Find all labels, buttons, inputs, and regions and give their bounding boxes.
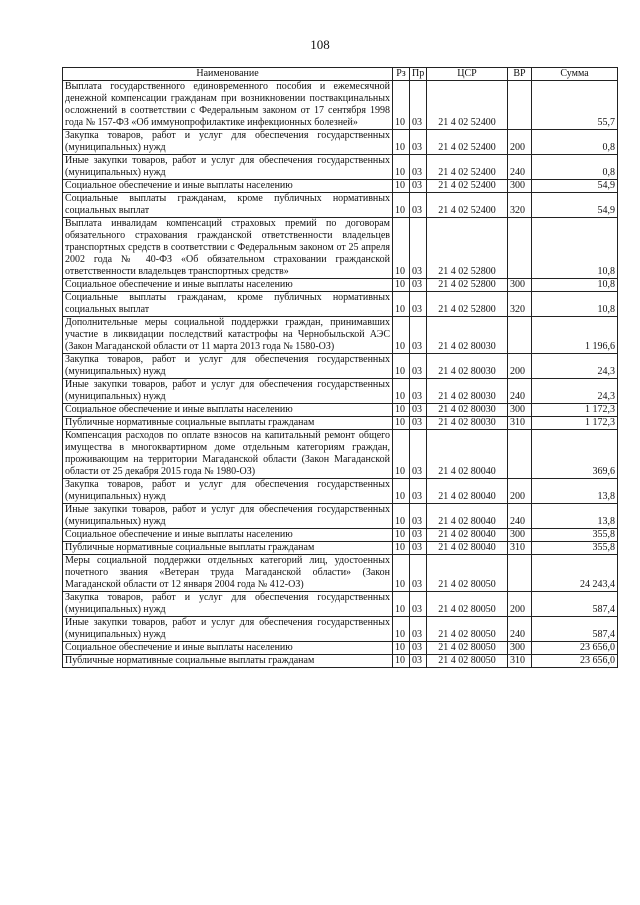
row-csr-cell: 21 4 02 80040 bbox=[427, 529, 508, 542]
row-csr-cell: 21 4 02 80030 bbox=[427, 404, 508, 417]
row-vr-cell bbox=[508, 430, 532, 479]
row-pr-cell: 03 bbox=[410, 279, 427, 292]
row-csr-cell: 21 4 02 80030 bbox=[427, 417, 508, 430]
row-pr-cell: 03 bbox=[410, 354, 427, 379]
row-name-cell: Иные закупки товаров, работ и услуг для обеспечения государственных (муниципальных) нужд bbox=[63, 504, 393, 529]
row-rz-cell: 10 bbox=[393, 218, 410, 279]
row-rz-cell: 10 bbox=[393, 354, 410, 379]
row-pr-cell: 03 bbox=[410, 504, 427, 529]
row-amount-cell: 0,8 bbox=[532, 155, 618, 180]
row-name-cell: Социальные выплаты гражданам, кроме публичных нормативных социальных выплат bbox=[63, 193, 393, 218]
table-row bbox=[63, 193, 618, 218]
table-row bbox=[63, 555, 618, 592]
row-amount-cell: 23 656,0 bbox=[532, 642, 618, 655]
row-pr-cell: 03 bbox=[410, 542, 427, 555]
row-amount-cell: 355,8 bbox=[532, 529, 618, 542]
table-row bbox=[63, 430, 618, 479]
row-pr-cell: 03 bbox=[410, 130, 427, 155]
table-row bbox=[63, 317, 618, 354]
row-rz-cell: 10 bbox=[393, 292, 410, 317]
row-pr-cell: 03 bbox=[410, 617, 427, 642]
row-csr-cell: 21 4 02 80040 bbox=[427, 430, 508, 479]
row-name-cell: Закупка товаров, работ и услуг для обеспечения государственных (муниципальных) нужд bbox=[63, 354, 393, 379]
row-rz-cell: 10 bbox=[393, 504, 410, 529]
row-vr-cell: 310 bbox=[508, 655, 532, 668]
row-amount-cell: 1 172,3 bbox=[532, 417, 618, 430]
row-vr-cell: 240 bbox=[508, 155, 532, 180]
page-number: 108 bbox=[310, 37, 330, 52]
table-row bbox=[63, 180, 618, 193]
row-name-cell: Меры социальной поддержки отдельных категорий лиц, удостоенных почетного звания «Ветеран труда Магаданской области» (Закон Магаданской области от 12 января 2004 года № 412-ОЗ) bbox=[63, 555, 393, 592]
row-csr-cell: 21 4 02 80040 bbox=[427, 542, 508, 555]
row-vr-cell: 200 bbox=[508, 592, 532, 617]
row-vr-cell: 300 bbox=[508, 180, 532, 193]
row-rz-cell: 10 bbox=[393, 479, 410, 504]
header-csr: ЦСР bbox=[427, 68, 508, 81]
row-csr-cell: 21 4 02 52400 bbox=[427, 130, 508, 155]
row-csr-cell: 21 4 02 80040 bbox=[427, 479, 508, 504]
table-row bbox=[63, 130, 618, 155]
row-rz-cell: 10 bbox=[393, 81, 410, 130]
row-csr-cell: 21 4 02 52800 bbox=[427, 292, 508, 317]
row-name-cell: Иные закупки товаров, работ и услуг для обеспечения государственных (муниципальных) нужд bbox=[63, 379, 393, 404]
row-name-cell: Иные закупки товаров, работ и услуг для обеспечения государственных (муниципальных) нужд bbox=[63, 617, 393, 642]
row-csr-cell: 21 4 02 80050 bbox=[427, 655, 508, 668]
table-row bbox=[63, 417, 618, 430]
row-vr-cell: 320 bbox=[508, 292, 532, 317]
row-rz-cell: 10 bbox=[393, 130, 410, 155]
row-name-cell: Компенсация расходов по оплате взносов на капитальный ремонт общего имущества в многоквартирном доме отдельным категориям граждан, проживающим на территории Магаданской области (Закон Магаданской области от 25 декабря 2015 года № 1980-ОЗ) bbox=[63, 430, 393, 479]
row-name-cell: Публичные нормативные социальные выплаты гражданам bbox=[63, 542, 393, 555]
row-rz-cell: 10 bbox=[393, 555, 410, 592]
row-pr-cell: 03 bbox=[410, 155, 427, 180]
row-csr-cell: 21 4 02 80030 bbox=[427, 379, 508, 404]
header-vr: ВР bbox=[508, 68, 532, 81]
row-amount-cell: 1 196,6 bbox=[532, 317, 618, 354]
header-rz: Рз bbox=[393, 68, 410, 81]
row-csr-cell: 21 4 02 80030 bbox=[427, 317, 508, 354]
row-amount-cell: 54,9 bbox=[532, 193, 618, 218]
row-csr-cell: 21 4 02 52800 bbox=[427, 218, 508, 279]
row-name-cell: Социальное обеспечение и иные выплаты населению bbox=[63, 642, 393, 655]
table-body bbox=[63, 81, 618, 668]
row-csr-cell: 21 4 02 80050 bbox=[427, 617, 508, 642]
row-vr-cell: 240 bbox=[508, 504, 532, 529]
row-amount-cell: 369,6 bbox=[532, 430, 618, 479]
row-vr-cell bbox=[508, 317, 532, 354]
table-row bbox=[63, 354, 618, 379]
table-row bbox=[63, 529, 618, 542]
table-row bbox=[63, 279, 618, 292]
row-rz-cell: 10 bbox=[393, 617, 410, 642]
row-vr-cell bbox=[508, 81, 532, 130]
row-amount-cell: 10,8 bbox=[532, 292, 618, 317]
row-pr-cell: 03 bbox=[410, 193, 427, 218]
row-csr-cell: 21 4 02 80040 bbox=[427, 504, 508, 529]
row-pr-cell: 03 bbox=[410, 317, 427, 354]
row-pr-cell: 03 bbox=[410, 81, 427, 130]
row-pr-cell: 03 bbox=[410, 417, 427, 430]
row-amount-cell: 55,7 bbox=[532, 81, 618, 130]
row-pr-cell: 03 bbox=[410, 592, 427, 617]
row-vr-cell: 200 bbox=[508, 130, 532, 155]
row-amount-cell: 24 243,4 bbox=[532, 555, 618, 592]
header-name: Наименование bbox=[63, 68, 393, 81]
row-csr-cell: 21 4 02 52400 bbox=[427, 155, 508, 180]
row-name-cell: Дополнительные меры социальной поддержки граждан, принимавших участие в ликвидации последствий катастрофы на Чернобыльской АЭС (Закон Магаданской области от 11 марта 2013 года № 1580-ОЗ) bbox=[63, 317, 393, 354]
row-csr-cell: 21 4 02 80050 bbox=[427, 642, 508, 655]
row-rz-cell: 10 bbox=[393, 193, 410, 218]
row-vr-cell: 300 bbox=[508, 642, 532, 655]
row-pr-cell: 03 bbox=[410, 655, 427, 668]
row-vr-cell: 310 bbox=[508, 417, 532, 430]
row-rz-cell: 10 bbox=[393, 155, 410, 180]
row-name-cell: Выплата государственного единовременного пособия и ежемесячной денежной компенсации гражданам при возникновении поствакцинальных осложнений в соответствии с Федеральным законом от 17 сентября 1998 года № 157-ФЗ «Об иммунопрофилактике инфекционных болезней» bbox=[63, 81, 393, 130]
row-name-cell: Иные закупки товаров, работ и услуг для обеспечения государственных (муниципальных) нужд bbox=[63, 155, 393, 180]
row-pr-cell: 03 bbox=[410, 180, 427, 193]
table-row bbox=[63, 155, 618, 180]
row-amount-cell: 24,3 bbox=[532, 354, 618, 379]
row-pr-cell: 03 bbox=[410, 379, 427, 404]
row-vr-cell: 300 bbox=[508, 404, 532, 417]
table-row bbox=[63, 504, 618, 529]
table-row bbox=[63, 542, 618, 555]
row-name-cell: Социальные выплаты гражданам, кроме публичных нормативных социальных выплат bbox=[63, 292, 393, 317]
row-pr-cell: 03 bbox=[410, 555, 427, 592]
row-pr-cell: 03 bbox=[410, 430, 427, 479]
row-name-cell: Закупка товаров, работ и услуг для обеспечения государственных (муниципальных) нужд bbox=[63, 130, 393, 155]
row-csr-cell: 21 4 02 80050 bbox=[427, 592, 508, 617]
table-row bbox=[63, 404, 618, 417]
row-pr-cell: 03 bbox=[410, 479, 427, 504]
row-name-cell: Публичные нормативные социальные выплаты гражданам bbox=[63, 417, 393, 430]
row-rz-cell: 10 bbox=[393, 642, 410, 655]
table-row bbox=[63, 292, 618, 317]
row-name-cell: Закупка товаров, работ и услуг для обеспечения государственных (муниципальных) нужд bbox=[63, 479, 393, 504]
row-rz-cell: 10 bbox=[393, 404, 410, 417]
row-rz-cell: 10 bbox=[393, 592, 410, 617]
row-vr-cell: 320 bbox=[508, 193, 532, 218]
row-rz-cell: 10 bbox=[393, 430, 410, 479]
row-name-cell: Выплата инвалидам компенсаций страховых премий по договорам обязательного страхования гражданской ответственности владельцев транспортных средств в соответствии с Федеральным законом от 25 апреля 2002 года № 40-ФЗ «Об обязательном страховании гражданской ответственности владельцев транспортных средств» bbox=[63, 218, 393, 279]
row-amount-cell: 587,4 bbox=[532, 617, 618, 642]
table-row bbox=[63, 379, 618, 404]
row-rz-cell: 10 bbox=[393, 180, 410, 193]
table-row bbox=[63, 617, 618, 642]
table-row bbox=[63, 81, 618, 130]
table-row bbox=[63, 218, 618, 279]
row-amount-cell: 1 172,3 bbox=[532, 404, 618, 417]
row-pr-cell: 03 bbox=[410, 218, 427, 279]
row-amount-cell: 0,8 bbox=[532, 130, 618, 155]
table-row bbox=[63, 479, 618, 504]
row-rz-cell: 10 bbox=[393, 317, 410, 354]
row-vr-cell: 300 bbox=[508, 279, 532, 292]
row-name-cell: Публичные нормативные социальные выплаты гражданам bbox=[63, 655, 393, 668]
row-name-cell: Социальное обеспечение и иные выплаты населению bbox=[63, 279, 393, 292]
row-vr-cell: 300 bbox=[508, 529, 532, 542]
row-amount-cell: 23 656,0 bbox=[532, 655, 618, 668]
row-amount-cell: 13,8 bbox=[532, 479, 618, 504]
row-csr-cell: 21 4 02 80030 bbox=[427, 354, 508, 379]
row-vr-cell: 240 bbox=[508, 617, 532, 642]
row-pr-cell: 03 bbox=[410, 292, 427, 317]
header-sum: Сумма bbox=[532, 68, 618, 81]
row-amount-cell: 10,8 bbox=[532, 218, 618, 279]
row-pr-cell: 03 bbox=[410, 529, 427, 542]
row-csr-cell: 21 4 02 52800 bbox=[427, 279, 508, 292]
row-amount-cell: 587,4 bbox=[532, 592, 618, 617]
row-rz-cell: 10 bbox=[393, 379, 410, 404]
row-name-cell: Социальное обеспечение и иные выплаты населению bbox=[63, 404, 393, 417]
row-name-cell: Закупка товаров, работ и услуг для обеспечения государственных (муниципальных) нужд bbox=[63, 592, 393, 617]
row-rz-cell: 10 bbox=[393, 529, 410, 542]
row-pr-cell: 03 bbox=[410, 642, 427, 655]
row-amount-cell: 13,8 bbox=[532, 504, 618, 529]
row-vr-cell: 200 bbox=[508, 354, 532, 379]
table-row bbox=[63, 655, 618, 668]
row-vr-cell: 240 bbox=[508, 379, 532, 404]
row-vr-cell: 310 bbox=[508, 542, 532, 555]
row-amount-cell: 10,8 bbox=[532, 279, 618, 292]
row-vr-cell bbox=[508, 218, 532, 279]
row-rz-cell: 10 bbox=[393, 655, 410, 668]
row-vr-cell: 200 bbox=[508, 479, 532, 504]
row-csr-cell: 21 4 02 52400 bbox=[427, 81, 508, 130]
table-row bbox=[63, 642, 618, 655]
row-csr-cell: 21 4 02 52400 bbox=[427, 193, 508, 218]
row-csr-cell: 21 4 02 80050 bbox=[427, 555, 508, 592]
row-amount-cell: 54,9 bbox=[532, 180, 618, 193]
row-rz-cell: 10 bbox=[393, 279, 410, 292]
row-amount-cell: 355,8 bbox=[532, 542, 618, 555]
row-name-cell: Социальное обеспечение и иные выплаты населению bbox=[63, 529, 393, 542]
header-pr: Пр bbox=[410, 68, 427, 81]
row-amount-cell: 24,3 bbox=[532, 379, 618, 404]
row-pr-cell: 03 bbox=[410, 404, 427, 417]
row-rz-cell: 10 bbox=[393, 542, 410, 555]
budget-table bbox=[62, 67, 618, 668]
table-row bbox=[63, 592, 618, 617]
row-vr-cell bbox=[508, 555, 532, 592]
table-header-row bbox=[63, 68, 618, 81]
row-name-cell: Социальное обеспечение и иные выплаты населению bbox=[63, 180, 393, 193]
row-rz-cell: 10 bbox=[393, 417, 410, 430]
row-csr-cell: 21 4 02 52400 bbox=[427, 180, 508, 193]
